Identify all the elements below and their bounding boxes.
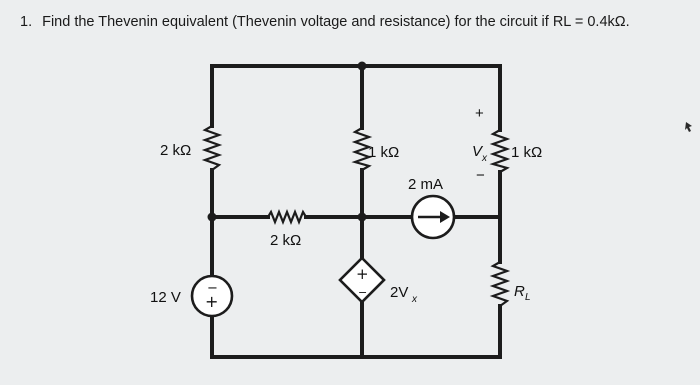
horizontal-resistor xyxy=(268,212,306,222)
vx-plus: + xyxy=(475,105,484,122)
question-body: Find the Thevenin equivalent (Thevenin voltage and resistance) for the circuit if RL = 0.4kΩ. xyxy=(42,14,630,30)
dependent-source-subscript: x xyxy=(412,294,417,305)
horizontal-resistor-label: 2 kΩ xyxy=(270,232,302,249)
dependent-source-plus: + xyxy=(356,265,369,283)
vx-subscript: x xyxy=(482,153,487,164)
vx-label: V xyxy=(472,143,483,160)
vx-minus: − xyxy=(476,167,485,184)
middle-resistor-label: 1 kΩ xyxy=(368,144,400,161)
voltage-source-label: 12 V xyxy=(150,289,181,306)
node-center xyxy=(358,213,367,222)
left-resistor xyxy=(205,126,219,170)
left-resistor-label: 2 kΩ xyxy=(160,142,192,159)
voltage-source-minus: − xyxy=(207,281,218,296)
circuit-wires xyxy=(212,66,500,357)
middle-resistor xyxy=(355,128,369,170)
right-resistor-label: 1 kΩ xyxy=(511,144,543,161)
voltage-source-plus: + xyxy=(205,292,219,311)
current-source-label: 2 mA xyxy=(408,176,444,193)
circuit-nodes xyxy=(208,62,367,222)
load-resistor-label: R xyxy=(514,283,525,300)
node-top-middle xyxy=(358,62,367,71)
cursor-icon xyxy=(685,122,692,132)
question-number: 1. xyxy=(20,14,33,30)
load-resistor-subscript: L xyxy=(525,292,531,303)
node-left-middle xyxy=(208,213,217,222)
load-resistor xyxy=(493,262,507,306)
right-resistor xyxy=(493,130,507,172)
dependent-source-label: 2V xyxy=(390,284,409,301)
dependent-source-minus: − xyxy=(358,286,368,299)
